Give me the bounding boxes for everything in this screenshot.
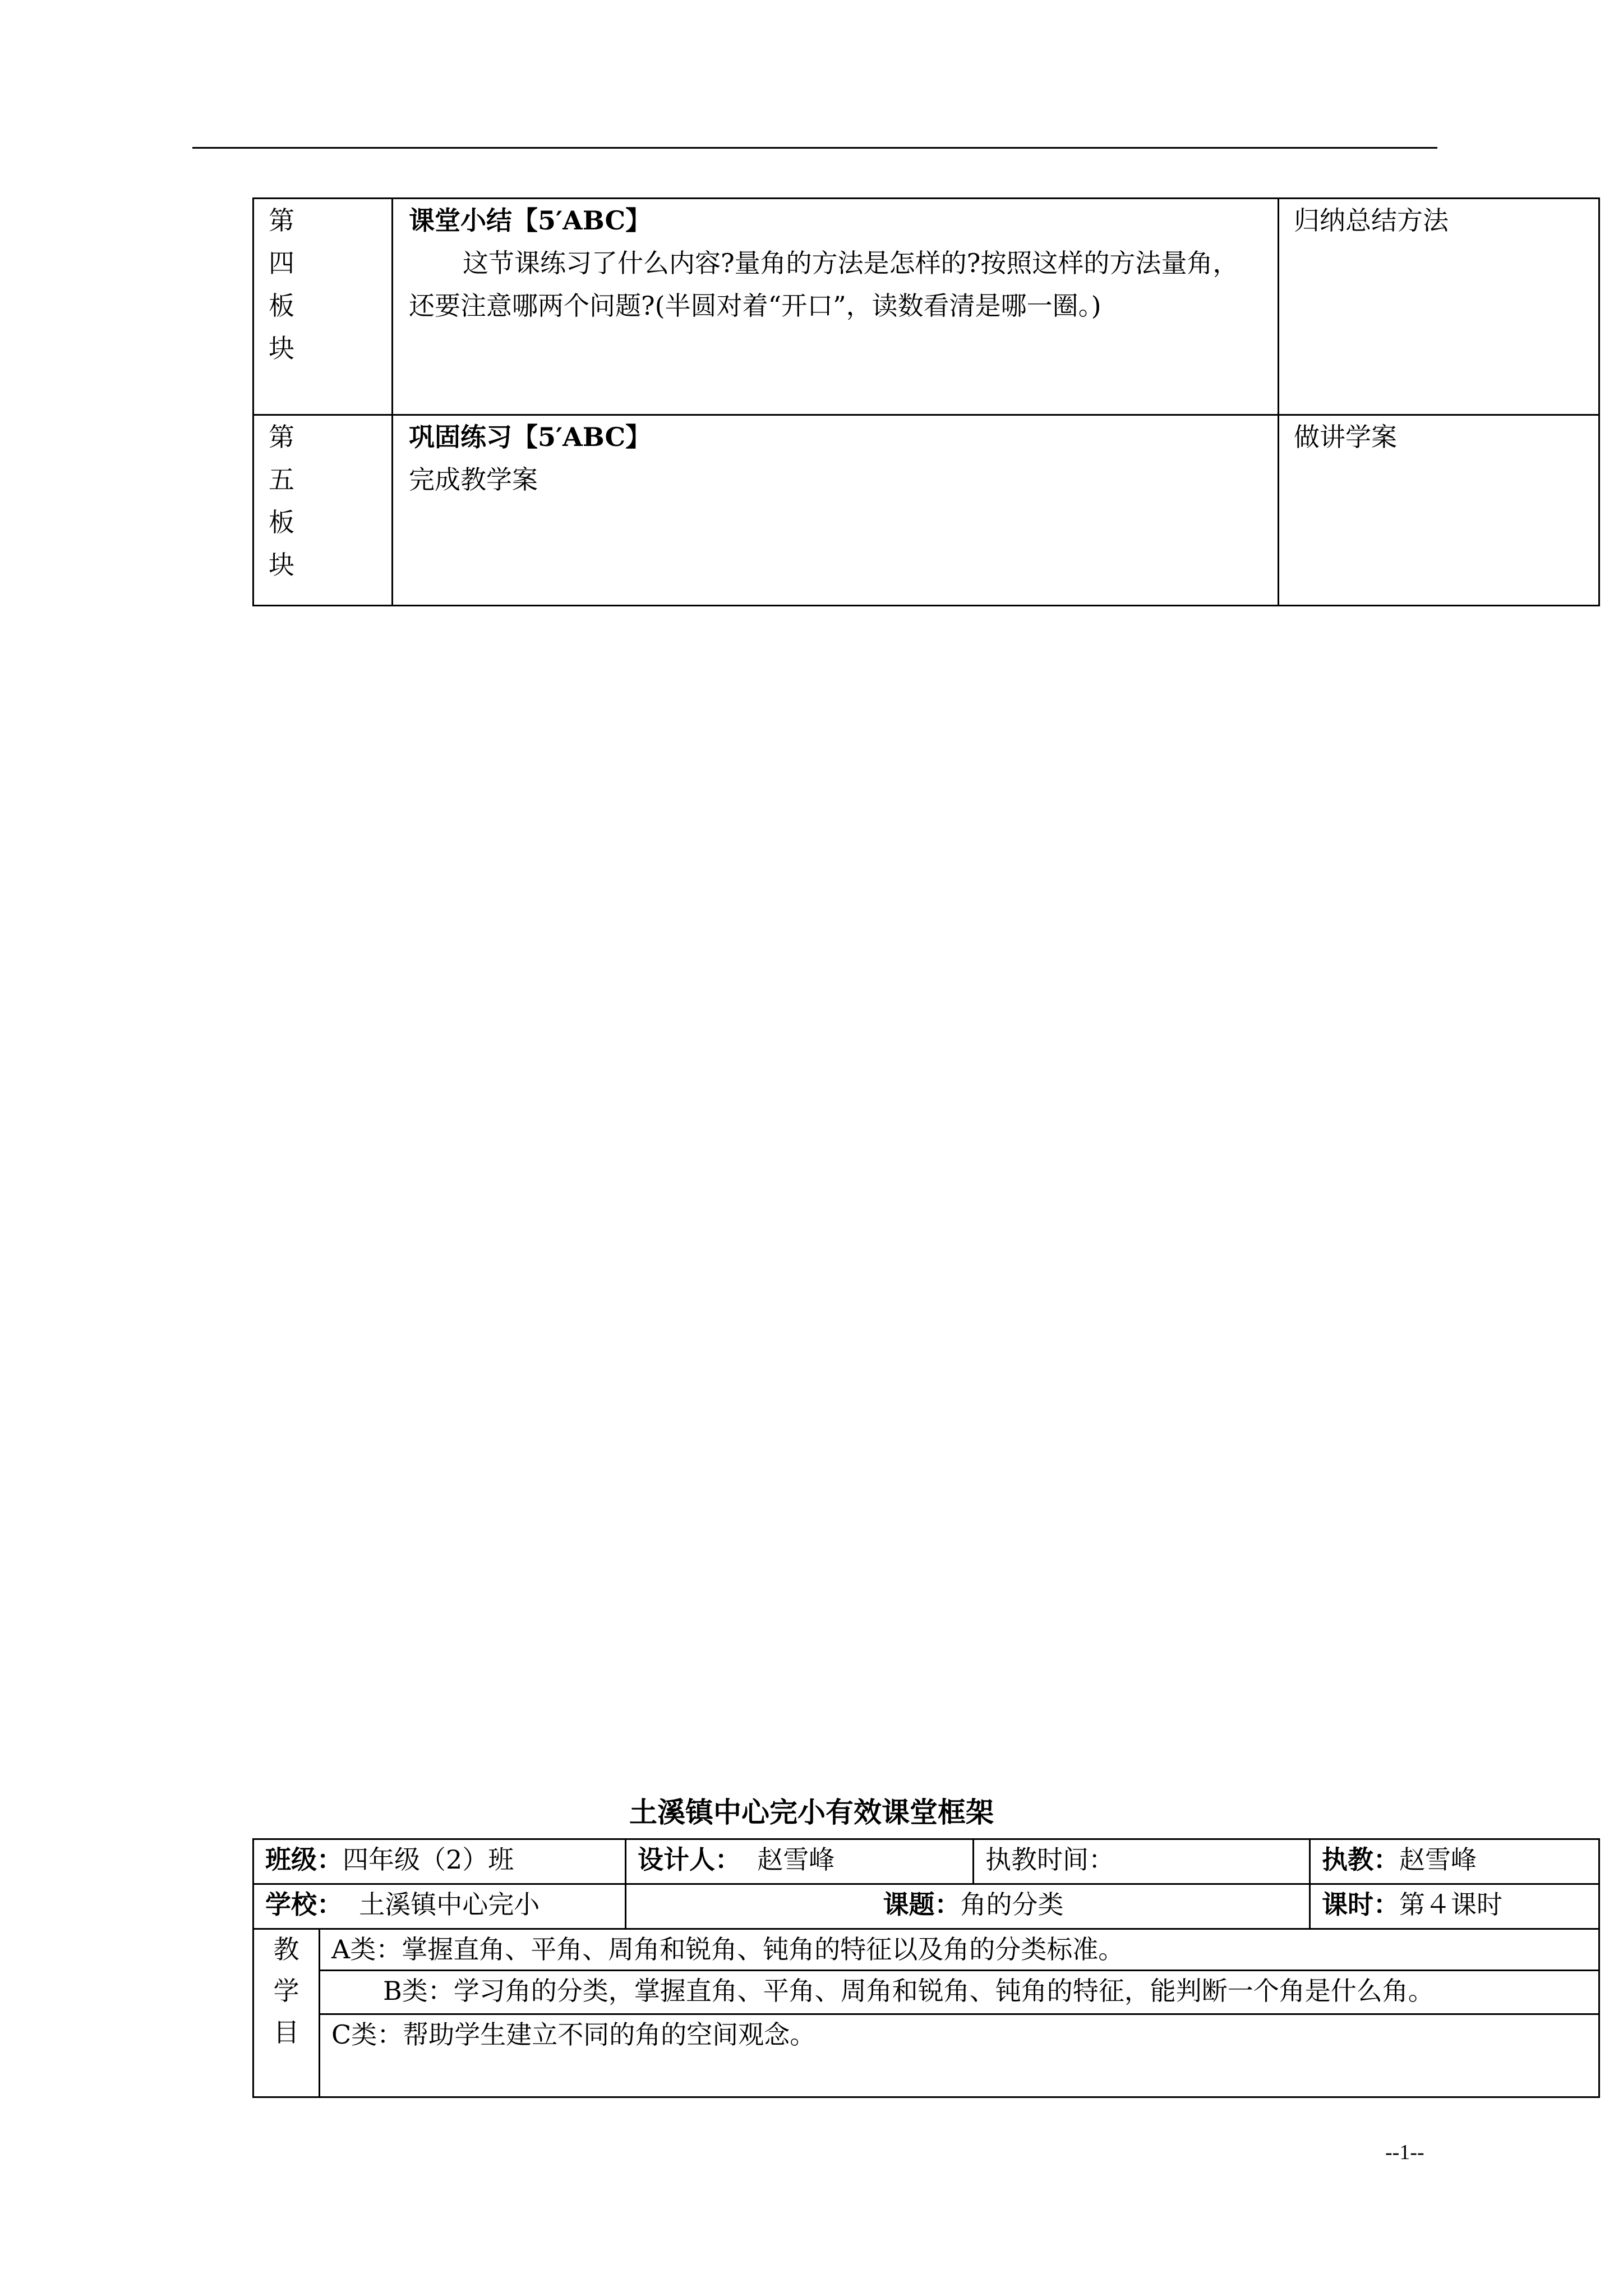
section-char: 块 <box>269 333 294 364</box>
period-label: 课时： <box>1322 1889 1399 1920</box>
objectives-label <box>253 1929 320 2097</box>
teacher-value: 赵雪峰 <box>1399 1844 1477 1875</box>
section-heading: 课堂小结【5′ABC】 <box>409 205 652 236</box>
table-row <box>253 1839 1599 1884</box>
section-body: 这节课练习了什么内容?量角的方法是怎样的?按照这样的方法量角，还要注意哪两个问题?(半圆对着“开口”，读数看清是哪一圈。) <box>409 248 1239 321</box>
school-cell <box>253 1884 626 1929</box>
section-char: 第 <box>269 205 294 236</box>
section-char: 块 <box>269 550 294 580</box>
designer-label: 设计人： <box>638 1844 741 1875</box>
section-body: 完成教学案 <box>409 464 538 495</box>
topic-label: 课题： <box>883 1889 961 1920</box>
section-note: 做讲学案 <box>1279 415 1599 606</box>
objective-c: C类：帮助学生建立不同的角的空间观念。 <box>320 2014 1599 2097</box>
table-row <box>253 1971 1599 2014</box>
objectives-label-char: 教 <box>273 1934 299 1964</box>
header-rule <box>192 147 1437 149</box>
lesson-frame-table <box>252 1838 1600 2098</box>
frame-title: 土溪镇中心完小有效课堂框架 <box>629 1796 994 1829</box>
section-content <box>393 199 1279 415</box>
designer-cell <box>626 1839 974 1884</box>
school-value: 土溪镇中心完小 <box>359 1889 540 1920</box>
teacher-label: 执教： <box>1322 1844 1399 1875</box>
lesson-block-table <box>252 197 1600 606</box>
class-label: 班级： <box>265 1844 343 1875</box>
class-value: 四年级（2）班 <box>343 1844 514 1875</box>
objective-b: B类：学习角的分类，掌握直角、平角、周角和锐角、钝角的特征，能判断一个角是什么角。 <box>320 1971 1599 2014</box>
topic-cell <box>626 1884 1310 1929</box>
section-heading: 巩固练习【5′ABC】 <box>409 422 652 452</box>
objectives-label-char: 目 <box>273 2017 299 2047</box>
table-row <box>253 1929 1599 1971</box>
section-char: 四 <box>269 248 294 278</box>
section-char: 第 <box>269 422 294 452</box>
designer-value: 赵雪峰 <box>757 1844 835 1875</box>
page-number: --1-- <box>1385 2141 1424 2164</box>
section-label <box>253 415 393 606</box>
period-value: 第４课时 <box>1399 1889 1502 1920</box>
teacher-cell <box>1310 1839 1599 1884</box>
table-row <box>253 199 1599 415</box>
table-row <box>253 2014 1599 2097</box>
section-char: 板 <box>269 291 294 321</box>
section-note: 归纳总结方法 <box>1279 199 1599 415</box>
objective-a: A类：掌握直角、平角、周角和锐角、钝角的特征以及角的分类标准。 <box>320 1929 1599 1971</box>
period-cell <box>1310 1884 1599 1929</box>
topic-value: 角的分类 <box>960 1889 1064 1920</box>
section-label <box>253 199 393 415</box>
table-row <box>253 415 1599 606</box>
objectives-label-char: 学 <box>273 1976 299 2006</box>
table-row <box>253 1884 1599 1929</box>
teach-time-cell <box>974 1839 1310 1884</box>
school-label: 学校： <box>265 1889 343 1920</box>
section-content <box>393 415 1279 606</box>
class-cell <box>253 1839 626 1884</box>
teach-time-label: 执教时间： <box>985 1844 1114 1875</box>
section-char: 五 <box>269 464 294 495</box>
section-char: 板 <box>269 507 294 537</box>
